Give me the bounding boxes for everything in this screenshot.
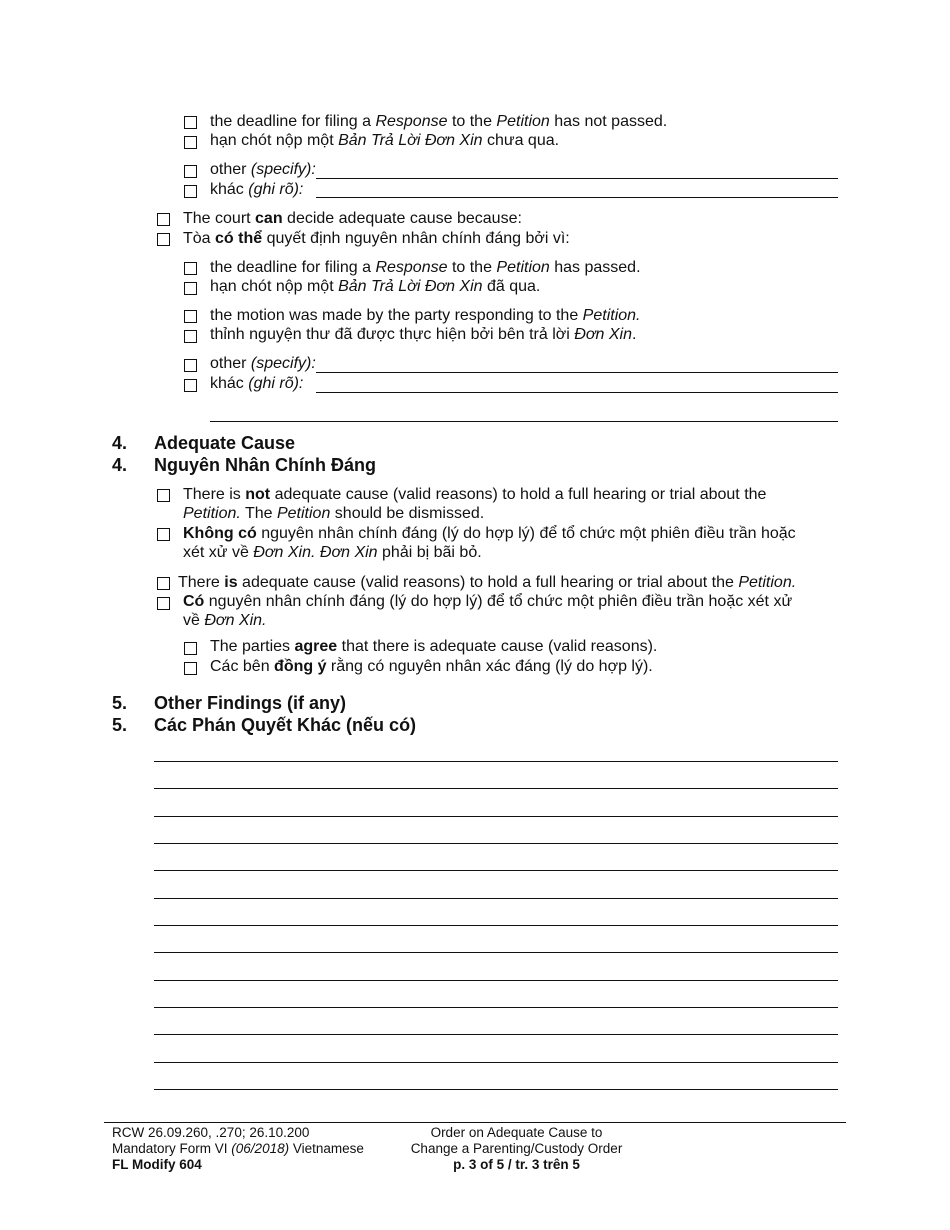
checkbox-can-other-en[interactable] bbox=[184, 359, 197, 372]
not-adequate-en-line2: Petition. The Petition should be dismissed. bbox=[183, 505, 485, 522]
checkbox-parties-agree-vi[interactable] bbox=[184, 662, 197, 675]
not-adequate-vi-line2: xét xử về Đơn Xin. Đơn Xin phải bị bãi bỏ. bbox=[183, 544, 482, 561]
footer-form-id: FL Modify 604 bbox=[112, 1157, 202, 1172]
findings-line[interactable] bbox=[154, 1089, 838, 1090]
option-can-other-vi: khác (ghi rõ): bbox=[210, 375, 304, 392]
option-other-en: other (specify): bbox=[210, 161, 316, 178]
findings-line[interactable] bbox=[154, 898, 838, 899]
footer-title-line2: Change a Parenting/Custody Order bbox=[410, 1141, 623, 1156]
checkbox-other-vi[interactable] bbox=[184, 185, 197, 198]
checkbox-deadline-not-passed-en[interactable] bbox=[184, 116, 197, 129]
checkbox-not-adequate-vi[interactable] bbox=[157, 528, 170, 541]
not-adequate-en-line1: There is not adequate cause (valid reasons) to hold a full hearing or trial about the bbox=[183, 486, 767, 503]
option-can-other-en: other (specify): bbox=[210, 355, 316, 372]
other-specify-line-vi[interactable] bbox=[316, 197, 838, 198]
checkbox-parties-agree-en[interactable] bbox=[184, 642, 197, 655]
footer-title-line1: Order on Adequate Cause to bbox=[430, 1125, 603, 1140]
footer-rcw: RCW 26.09.260, .270; 26.10.200 bbox=[112, 1125, 310, 1140]
court-can-decide-vi: Tòa có thể quyết định nguyên nhân chính đáng bởi vì: bbox=[183, 230, 570, 247]
court-can-decide-en: The court can decide adequate cause because: bbox=[183, 210, 522, 227]
checkbox-court-can-vi[interactable] bbox=[157, 233, 170, 246]
not-adequate-vi-line1: Không có nguyên nhân chính đáng (lý do hợp lý) để tổ chức một phiên điều trần hoặc bbox=[183, 525, 796, 542]
section-4-number-en: 4. bbox=[112, 433, 128, 453]
findings-line[interactable] bbox=[154, 843, 838, 844]
findings-line[interactable] bbox=[154, 761, 838, 762]
footer-page-number: p. 3 of 5 / tr. 3 trên 5 bbox=[453, 1157, 580, 1172]
findings-line[interactable] bbox=[154, 1034, 838, 1035]
section-4-title-vi: Nguyên Nhân Chính Đáng bbox=[154, 455, 376, 475]
findings-line[interactable] bbox=[154, 925, 838, 926]
findings-line[interactable] bbox=[154, 952, 838, 953]
checkbox-deadline-passed-en[interactable] bbox=[184, 262, 197, 275]
option-deadline-passed-en: the deadline for filing a Response to the Petition has passed. bbox=[210, 259, 641, 276]
option-motion-vi: thỉnh nguyện thư đã được thực hiện bởi bên trả lời Đơn Xin. bbox=[210, 326, 637, 343]
checkbox-court-can-en[interactable] bbox=[157, 213, 170, 226]
option-deadline-passed-vi: hạn chót nộp một Bản Trả Lời Đơn Xin đã qua. bbox=[210, 278, 541, 295]
checkbox-motion-en[interactable] bbox=[184, 310, 197, 323]
footer-form-version: Mandatory Form VI (06/2018) Vietnamese bbox=[112, 1141, 364, 1156]
checkbox-other-en[interactable] bbox=[184, 165, 197, 178]
section-5-number-vi: 5. bbox=[112, 715, 128, 735]
checkbox-motion-vi[interactable] bbox=[184, 330, 197, 343]
section-4-number-vi: 4. bbox=[112, 455, 128, 475]
checkbox-deadline-not-passed-vi[interactable] bbox=[184, 136, 197, 149]
checkbox-is-adequate-en[interactable] bbox=[157, 577, 170, 590]
parties-agree-vi: Các bên đồng ý rằng có nguyên nhân xác đáng (lý do hợp lý). bbox=[210, 658, 653, 675]
checkbox-deadline-passed-vi[interactable] bbox=[184, 282, 197, 295]
checkbox-is-adequate-vi[interactable] bbox=[157, 597, 170, 610]
section-4-title-en: Adequate Cause bbox=[154, 433, 296, 453]
section-5-title-vi: Các Phán Quyết Khác (nếu có) bbox=[154, 715, 417, 735]
is-adequate-en-line1: There is adequate cause (valid reasons) to hold a full hearing or trial about the Petition. bbox=[178, 574, 797, 591]
can-other-specify-line-vi[interactable] bbox=[316, 392, 838, 393]
findings-line[interactable] bbox=[154, 980, 838, 981]
option-deadline-not-passed-en: the deadline for filing a Response to the Petition has not passed. bbox=[210, 113, 668, 130]
footer-divider bbox=[104, 1122, 846, 1123]
is-adequate-vi-line1: Có nguyên nhân chính đáng (lý do hợp lý) để tổ chức một phiên điều trần hoặc xét xử bbox=[183, 593, 793, 610]
option-deadline-not-passed-vi: hạn chót nộp một Bản Trả Lời Đơn Xin chưa qua. bbox=[210, 132, 560, 149]
findings-line[interactable] bbox=[154, 788, 838, 789]
option-motion-en: the motion was made by the party responding to the Petition. bbox=[210, 307, 641, 324]
section-5-number-en: 5. bbox=[112, 693, 128, 713]
can-other-extra-line[interactable] bbox=[210, 421, 838, 422]
can-other-specify-line-en[interactable] bbox=[316, 372, 838, 373]
section-5-title-en: Other Findings (if any) bbox=[154, 693, 346, 713]
other-specify-line-en[interactable] bbox=[316, 178, 838, 179]
parties-agree-en: The parties agree that there is adequate cause (valid reasons). bbox=[210, 638, 658, 655]
findings-line[interactable] bbox=[154, 816, 838, 817]
findings-line[interactable] bbox=[154, 1062, 838, 1063]
is-adequate-vi-line2: về Đơn Xin. bbox=[183, 612, 267, 629]
option-other-vi: khác (ghi rõ): bbox=[210, 181, 304, 198]
checkbox-not-adequate-en[interactable] bbox=[157, 489, 170, 502]
findings-line[interactable] bbox=[154, 870, 838, 871]
findings-line[interactable] bbox=[154, 1007, 838, 1008]
checkbox-can-other-vi[interactable] bbox=[184, 379, 197, 392]
